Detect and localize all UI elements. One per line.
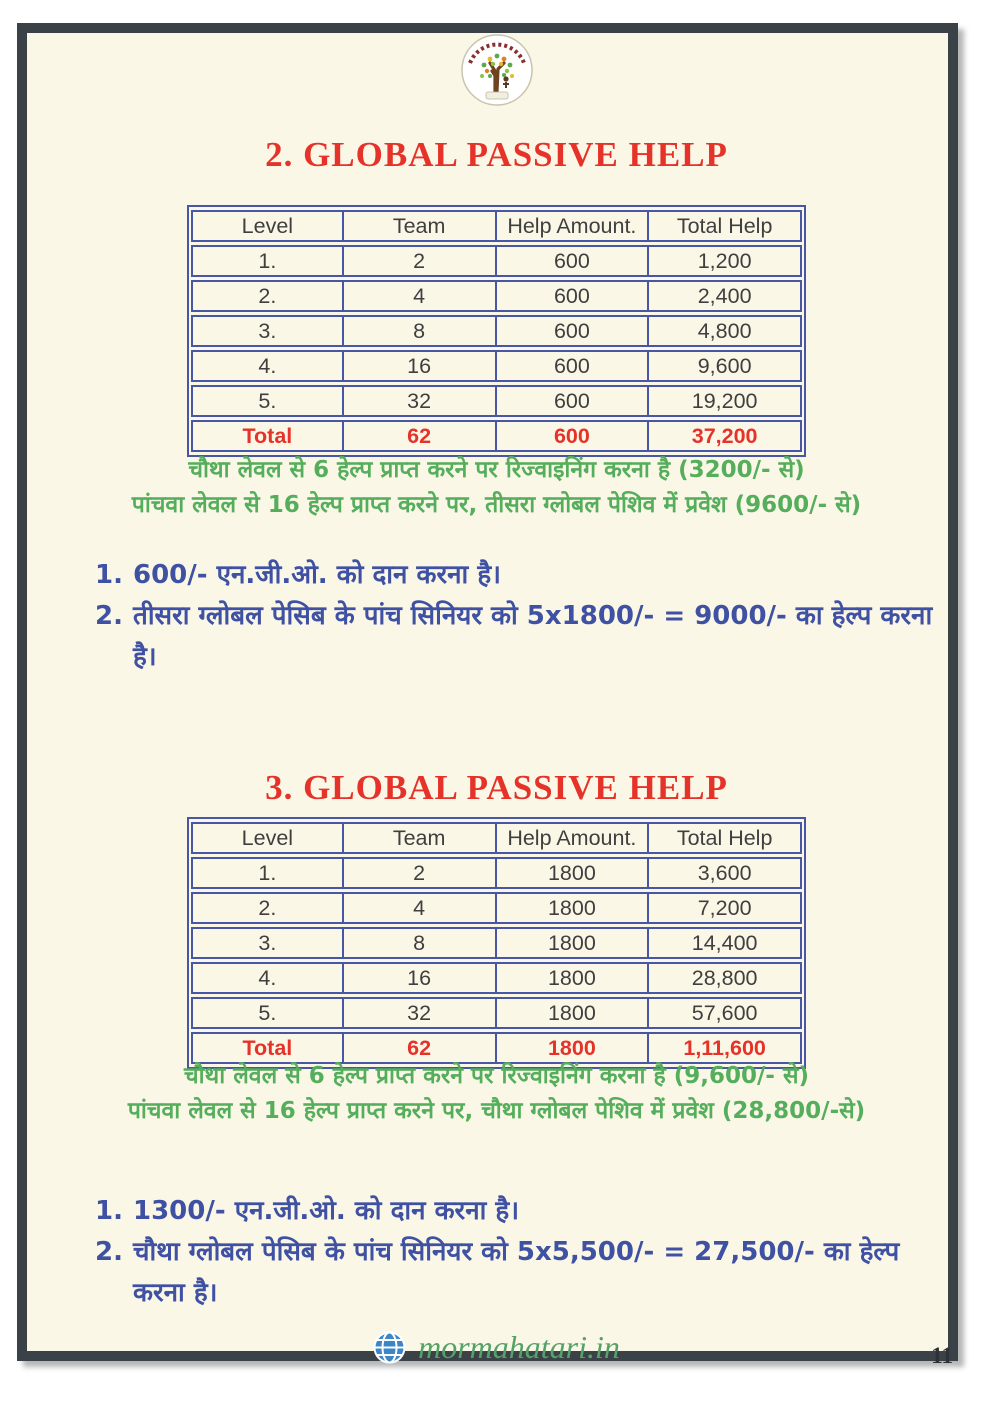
step-text: तीसरा ग्लोबल पेसिब के पांच सिनियर को 5x1800/- = 9000/- का हेल्प करना है। [133,601,933,672]
cell-level: 4. [191,350,344,382]
step-number: 1. [95,560,123,590]
step-number: 2. [95,1237,123,1267]
table-row [191,315,802,347]
cell-team: 8 [344,315,497,347]
cell-help-amount: 1800 [497,857,650,889]
step-item [95,1232,955,1314]
cell-total-help: 3,600 [649,857,802,889]
cell-team: 8 [344,927,497,959]
cell-level: 5. [191,997,344,1029]
cell-total-help-amount: 1800 [497,1032,650,1064]
cell-level: 4. [191,962,344,994]
footer [27,1329,966,1366]
bordered-sheet [17,23,958,1368]
cell-team: 32 [344,385,497,417]
cell-total-help: 2,400 [649,280,802,312]
cell-help-amount: 600 [497,245,650,277]
col-header-team: Team [344,822,497,854]
cell-level: 3. [191,315,344,347]
col-header-help-amount: Help Amount. [497,822,650,854]
green-note-line: पांचवा लेवल से 16 हेल्प प्राप्त करने पर, चौथा ग्लोबल पेशिव में प्रवेश (28,800/-से) [127,1098,866,1124]
logo-container [27,33,966,112]
cell-help-amount: 1800 [497,997,650,1029]
cell-level: 2. [191,280,344,312]
table-row [191,280,802,312]
cell-total-total-help: 1,11,600 [649,1032,802,1064]
cell-team: 2 [344,245,497,277]
step-text: चौथा ग्लोबल पेसिब के पांच सिनियर को 5x5,500/- = 27,500/- का हेल्प करना है। [133,1237,900,1308]
cell-team: 32 [344,997,497,1029]
cell-total-help: 57,600 [649,997,802,1029]
cell-total-total-help: 37,200 [649,420,802,452]
table-row [191,997,802,1029]
table-header-row [191,210,802,242]
website-text: mormahatari.in [418,1329,620,1365]
table-row [191,385,802,417]
green-note-line: चौथा लेवल से 6 हेल्प प्राप्त करने पर रिज्वाइनिंग करना है (9,600/- से) [183,1063,810,1089]
cell-team: 16 [344,962,497,994]
table-total-row [191,420,802,452]
step-item [95,1191,955,1232]
table-header-row [191,822,802,854]
cell-help-amount: 1800 [497,927,650,959]
col-header-team: Team [344,210,497,242]
page-number: 11 [931,1343,953,1368]
cell-help-amount: 600 [497,350,650,382]
section1-table-container [187,205,806,457]
step-number: 2. [95,601,123,631]
section1-title: 2. GLOBAL PASSIVE HELP [265,135,728,174]
sheet-content [27,33,966,1371]
cell-help-amount: 600 [497,385,650,417]
cell-total-help: 1,200 [649,245,802,277]
step-number: 1. [95,1196,123,1226]
cell-help-amount: 600 [497,280,650,312]
cell-level: 5. [191,385,344,417]
cell-team: 2 [344,857,497,889]
cell-help-amount: 1800 [497,962,650,994]
table-row [191,962,802,994]
col-header-level: Level [191,822,344,854]
cell-level: 1. [191,245,344,277]
cell-team: 4 [344,892,497,924]
cell-total-team: 62 [344,420,497,452]
cell-total-help: 9,600 [649,350,802,382]
cell-level: 1. [191,857,344,889]
cell-help-amount: 600 [497,315,650,347]
section2-title: 3. GLOBAL PASSIVE HELP [265,768,728,807]
tree-emblem-icon [460,33,534,107]
col-header-total-help: Total Help [649,210,802,242]
col-header-help-amount: Help Amount. [497,210,650,242]
table-row [191,892,802,924]
step-text: 600/- एन.जी.ओ. को दान करना है। [133,560,501,590]
green-note-line: पांचवा लेवल से 16 हेल्प प्राप्त करने पर, तीसरा ग्लोबल पेशिव में प्रवेश (9600/- से) [131,492,862,518]
cell-level: 3. [191,927,344,959]
cell-help-amount: 1800 [497,892,650,924]
table-row [191,245,802,277]
section2-steps [95,1191,955,1314]
cell-level: 2. [191,892,344,924]
section2-green-notes [27,1059,966,1129]
step-item [95,596,955,678]
cell-total-team: 62 [344,1032,497,1064]
section2-table [187,817,806,1069]
section2-table-container [187,817,806,1069]
section1-green-notes [27,453,966,523]
cell-total-help: 28,800 [649,962,802,994]
cell-team: 16 [344,350,497,382]
cell-total-help: 7,200 [649,892,802,924]
section1-steps [95,555,955,678]
cell-total-help: 14,400 [649,927,802,959]
cell-total-help: 19,200 [649,385,802,417]
col-header-total-help: Total Help [649,822,802,854]
table-row [191,927,802,959]
cell-total-help: 4,800 [649,315,802,347]
section1-table [187,205,806,457]
table-row [191,857,802,889]
col-header-level: Level [191,210,344,242]
cell-total-label: Total [191,420,344,452]
step-text: 1300/- एन.जी.ओ. को दान करना है। [133,1196,520,1226]
cell-total-help-amount: 600 [497,420,650,452]
green-note-line: चौथा लेवल से 6 हेल्प प्राप्त करने पर रिज्वाइनिंग करना है (3200/- से) [188,457,805,483]
cell-team: 4 [344,280,497,312]
step-item [95,555,955,596]
cell-total-label: Total [191,1032,344,1064]
table-row [191,350,802,382]
globe-icon [373,1331,406,1364]
